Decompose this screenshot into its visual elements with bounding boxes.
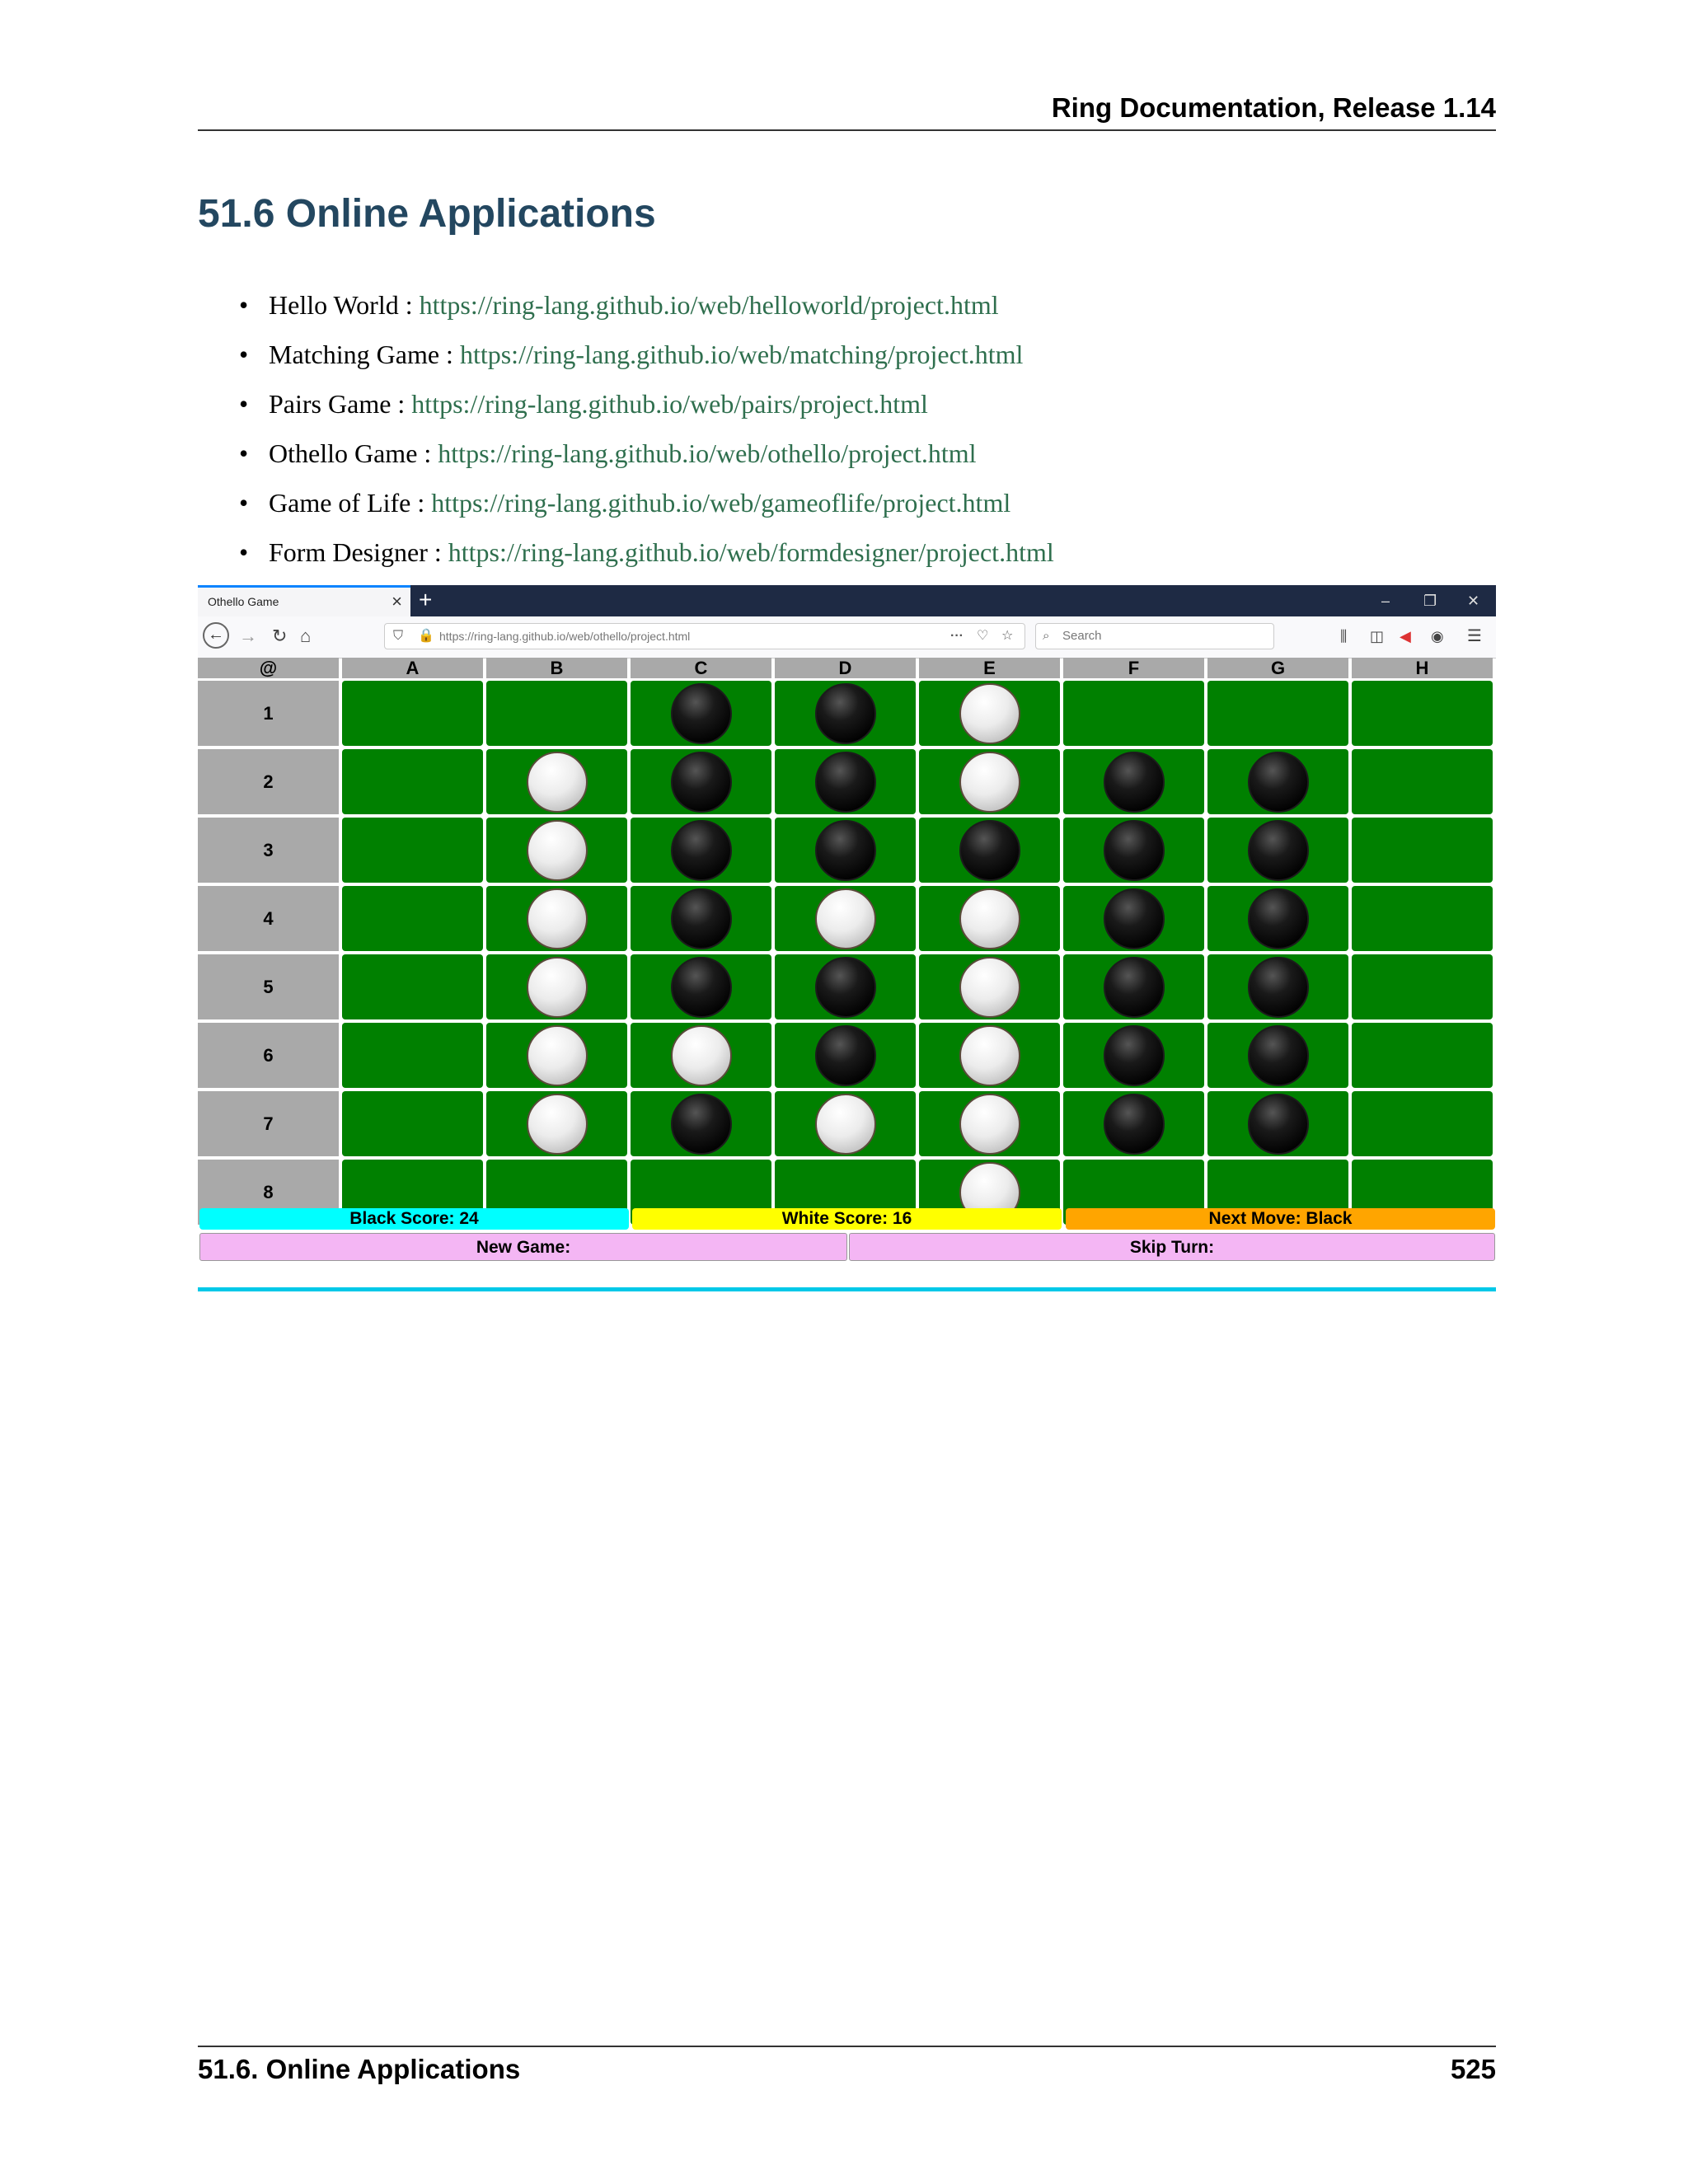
board-cell[interactable] — [1207, 1023, 1348, 1088]
library-icon[interactable]: ⫼ — [1340, 628, 1348, 644]
row-header: 3 — [198, 818, 339, 883]
white-disc — [527, 1025, 588, 1086]
board-cell[interactable] — [342, 749, 483, 814]
new-game-button[interactable]: New Game: — [199, 1233, 847, 1261]
black-disc — [1104, 888, 1165, 949]
board-cell[interactable] — [775, 681, 916, 746]
browser-tab[interactable] — [198, 585, 410, 616]
board-cell[interactable] — [486, 954, 627, 1019]
list-item — [239, 527, 1054, 577]
black-disc — [1104, 1025, 1165, 1086]
black-score: Black Score: 24 — [199, 1208, 629, 1230]
board-cell[interactable] — [1063, 749, 1204, 814]
more-icon[interactable]: ··· — [950, 629, 964, 643]
board-cell[interactable] — [919, 1091, 1060, 1156]
board-cell[interactable] — [486, 681, 627, 746]
black-disc — [1104, 820, 1165, 881]
white-disc — [959, 957, 1020, 1018]
board-cell[interactable] — [919, 886, 1060, 951]
board-cell[interactable] — [631, 954, 771, 1019]
white-score: White Score: 16 — [632, 1208, 1062, 1230]
board-cell[interactable] — [342, 1091, 483, 1156]
board-cell[interactable] — [1352, 749, 1493, 814]
account-icon[interactable]: ◉ — [1431, 628, 1444, 644]
list-item-label: Pairs Game : — [269, 389, 412, 419]
board-cell[interactable] — [775, 1091, 916, 1156]
column-header: H — [1352, 658, 1493, 678]
board-cell[interactable] — [631, 1091, 771, 1156]
black-disc — [815, 1025, 876, 1086]
board-cell[interactable] — [486, 1023, 627, 1088]
header-divider — [198, 129, 1496, 131]
list-item-label: Form Designer : — [269, 537, 448, 567]
black-disc — [1104, 1094, 1165, 1155]
black-disc — [671, 888, 732, 949]
board-cell[interactable] — [1063, 681, 1204, 746]
board-cell[interactable] — [342, 886, 483, 951]
board-cell[interactable] — [775, 886, 916, 951]
column-header: F — [1063, 658, 1204, 678]
board-cell[interactable] — [1352, 818, 1493, 883]
white-disc — [959, 1025, 1020, 1086]
black-disc — [815, 820, 876, 881]
row-header: 8 — [198, 1160, 339, 1225]
list-item-label: Game of Life : — [269, 488, 432, 518]
board-cell[interactable] — [631, 749, 771, 814]
reload-icon[interactable]: ↻ — [272, 626, 288, 646]
column-header: G — [1207, 658, 1348, 678]
column-header: B — [486, 658, 627, 678]
close-window-icon[interactable]: ✕ — [1467, 593, 1480, 609]
list-item-label: Hello World : — [269, 290, 420, 320]
list-item — [239, 429, 1054, 478]
page-header: Ring Documentation, Release 1.14 — [1051, 92, 1496, 123]
list-item — [239, 330, 1054, 379]
board-cell[interactable] — [342, 1023, 483, 1088]
search-placeholder: Search — [1062, 629, 1102, 643]
board-cell[interactable] — [919, 1023, 1060, 1088]
list-item — [239, 280, 1054, 330]
board-cell[interactable] — [631, 818, 771, 883]
white-disc — [671, 1025, 732, 1086]
board-cell[interactable] — [486, 886, 627, 951]
shield-icon[interactable]: ⛉ — [393, 629, 404, 643]
row-header: 4 — [198, 886, 339, 951]
board-cell[interactable] — [486, 818, 627, 883]
row-header: 6 — [198, 1023, 339, 1088]
black-disc — [815, 683, 876, 744]
online-apps-list — [239, 280, 1054, 577]
board-cell[interactable] — [1207, 1091, 1348, 1156]
helloworld-link[interactable]: https://ring-lang.github.io/web/helloworld/project.html — [419, 290, 999, 320]
browser-screenshot — [198, 585, 1496, 1287]
board-cell[interactable] — [1207, 886, 1348, 951]
board-corner-header: @ — [198, 658, 339, 678]
board-cell[interactable] — [1207, 749, 1348, 814]
black-disc — [671, 820, 732, 881]
board-cell[interactable] — [631, 681, 771, 746]
black-disc — [1104, 752, 1165, 813]
board-cell[interactable] — [1352, 886, 1493, 951]
black-disc — [671, 683, 732, 744]
board-cell[interactable] — [919, 681, 1060, 746]
browser-navbar — [198, 616, 1496, 658]
white-disc — [959, 1094, 1020, 1155]
pocket-icon[interactable]: ♡ — [977, 629, 989, 643]
white-disc — [959, 752, 1020, 813]
black-disc — [671, 752, 732, 813]
menu-icon[interactable]: ☰ — [1467, 627, 1482, 645]
black-disc — [1248, 1025, 1309, 1086]
lock-icon[interactable]: 🔒 — [418, 629, 434, 643]
board-cell[interactable] — [775, 818, 916, 883]
board-cell[interactable] — [1063, 818, 1204, 883]
list-item — [239, 379, 1054, 429]
black-disc — [1248, 957, 1309, 1018]
board-cell[interactable] — [342, 681, 483, 746]
white-disc — [959, 683, 1020, 744]
back-icon[interactable]: ← — [203, 622, 229, 649]
white-disc — [527, 820, 588, 881]
board-cell[interactable] — [919, 818, 1060, 883]
close-tab-icon[interactable]: × — [392, 591, 402, 612]
skip-turn-button[interactable]: Skip Turn: — [849, 1233, 1495, 1261]
black-disc — [671, 957, 732, 1018]
minimize-icon[interactable]: – — [1381, 593, 1390, 609]
column-header: D — [775, 658, 916, 678]
board-cell[interactable] — [775, 749, 916, 814]
board-cell[interactable] — [1352, 1023, 1493, 1088]
row-header: 2 — [198, 749, 339, 814]
othello-link[interactable]: https://ring-lang.github.io/web/othello/project.html — [438, 438, 977, 468]
board-cell[interactable] — [1352, 954, 1493, 1019]
board-cell[interactable] — [1207, 681, 1348, 746]
board-cell[interactable] — [342, 954, 483, 1019]
gameoflife-link[interactable]: https://ring-lang.github.io/web/gameoflife/project.html — [431, 488, 1011, 518]
page-number: 525 — [1450, 2054, 1496, 2084]
home-icon[interactable]: ⌂ — [300, 626, 312, 646]
black-disc — [815, 957, 876, 1018]
search-input[interactable] — [1035, 623, 1274, 649]
row-header: 5 — [198, 954, 339, 1019]
footer-divider — [198, 2046, 1496, 2047]
board-cell[interactable] — [1207, 954, 1348, 1019]
white-disc — [527, 957, 588, 1018]
sidebar-icon[interactable]: ◫ — [1370, 628, 1385, 644]
bookmark-star-icon[interactable]: ☆ — [1001, 629, 1014, 643]
board-cell[interactable] — [1352, 681, 1493, 746]
list-item-label: Matching Game : — [269, 340, 460, 369]
board-cell[interactable] — [919, 954, 1060, 1019]
white-disc — [527, 752, 588, 813]
black-disc — [1248, 888, 1309, 949]
black-disc — [671, 1094, 732, 1155]
row-header: 1 — [198, 681, 339, 746]
url-bar[interactable] — [384, 623, 1025, 649]
footer-section: 51.6. Online Applications — [198, 2054, 521, 2084]
browser-tab-bar — [198, 585, 1496, 616]
black-disc — [1248, 752, 1309, 813]
list-item-label: Othello Game : — [269, 438, 438, 468]
extension-icon[interactable]: ◀ — [1400, 628, 1411, 644]
column-header: A — [342, 658, 483, 678]
matching-link[interactable]: https://ring-lang.github.io/web/matching/project.html — [459, 340, 1024, 369]
white-disc — [815, 888, 876, 949]
board-cell[interactable] — [631, 886, 771, 951]
board-cell[interactable] — [1207, 818, 1348, 883]
board-cell[interactable] — [775, 1023, 916, 1088]
black-disc — [1248, 820, 1309, 881]
forward-icon[interactable]: → — [239, 626, 257, 646]
new-tab-icon[interactable]: + — [419, 587, 433, 612]
board-cell[interactable] — [1063, 1091, 1204, 1156]
board-cell[interactable] — [631, 1023, 771, 1088]
row-header: 7 — [198, 1091, 339, 1156]
othello-board — [198, 658, 1496, 1208]
tab-title: Othello Game — [208, 595, 279, 608]
white-disc — [527, 1094, 588, 1155]
black-disc — [1248, 1094, 1309, 1155]
formdesigner-link[interactable]: https://ring-lang.github.io/web/formdesigner/project.html — [448, 537, 1054, 567]
board-cell[interactable] — [1063, 1023, 1204, 1088]
pairs-link[interactable]: https://ring-lang.github.io/web/pairs/project.html — [411, 389, 928, 419]
board-cell[interactable] — [486, 1091, 627, 1156]
board-cell[interactable] — [1063, 886, 1204, 951]
black-disc — [959, 820, 1020, 881]
search-icon: ⌕ — [1043, 629, 1050, 643]
board-cell[interactable] — [342, 818, 483, 883]
bottom-bar — [198, 1287, 1496, 1291]
black-disc — [1104, 957, 1165, 1018]
white-disc — [959, 888, 1020, 949]
board-cell[interactable] — [486, 749, 627, 814]
white-disc — [815, 1094, 876, 1155]
board-cell[interactable] — [919, 749, 1060, 814]
column-header: E — [919, 658, 1060, 678]
black-disc — [815, 752, 876, 813]
white-disc — [527, 888, 588, 949]
board-cell[interactable] — [775, 954, 916, 1019]
url-text[interactable]: https://ring-lang.github.io/web/othello/project.html — [439, 630, 691, 643]
next-move: Next Move: Black — [1066, 1208, 1495, 1230]
board-cell[interactable] — [1063, 954, 1204, 1019]
board-cell[interactable] — [1352, 1091, 1493, 1156]
section-title: 51.6 Online Applications — [198, 192, 656, 236]
column-header: C — [631, 658, 771, 678]
restore-icon[interactable]: ❐ — [1423, 593, 1437, 609]
list-item — [239, 478, 1054, 527]
